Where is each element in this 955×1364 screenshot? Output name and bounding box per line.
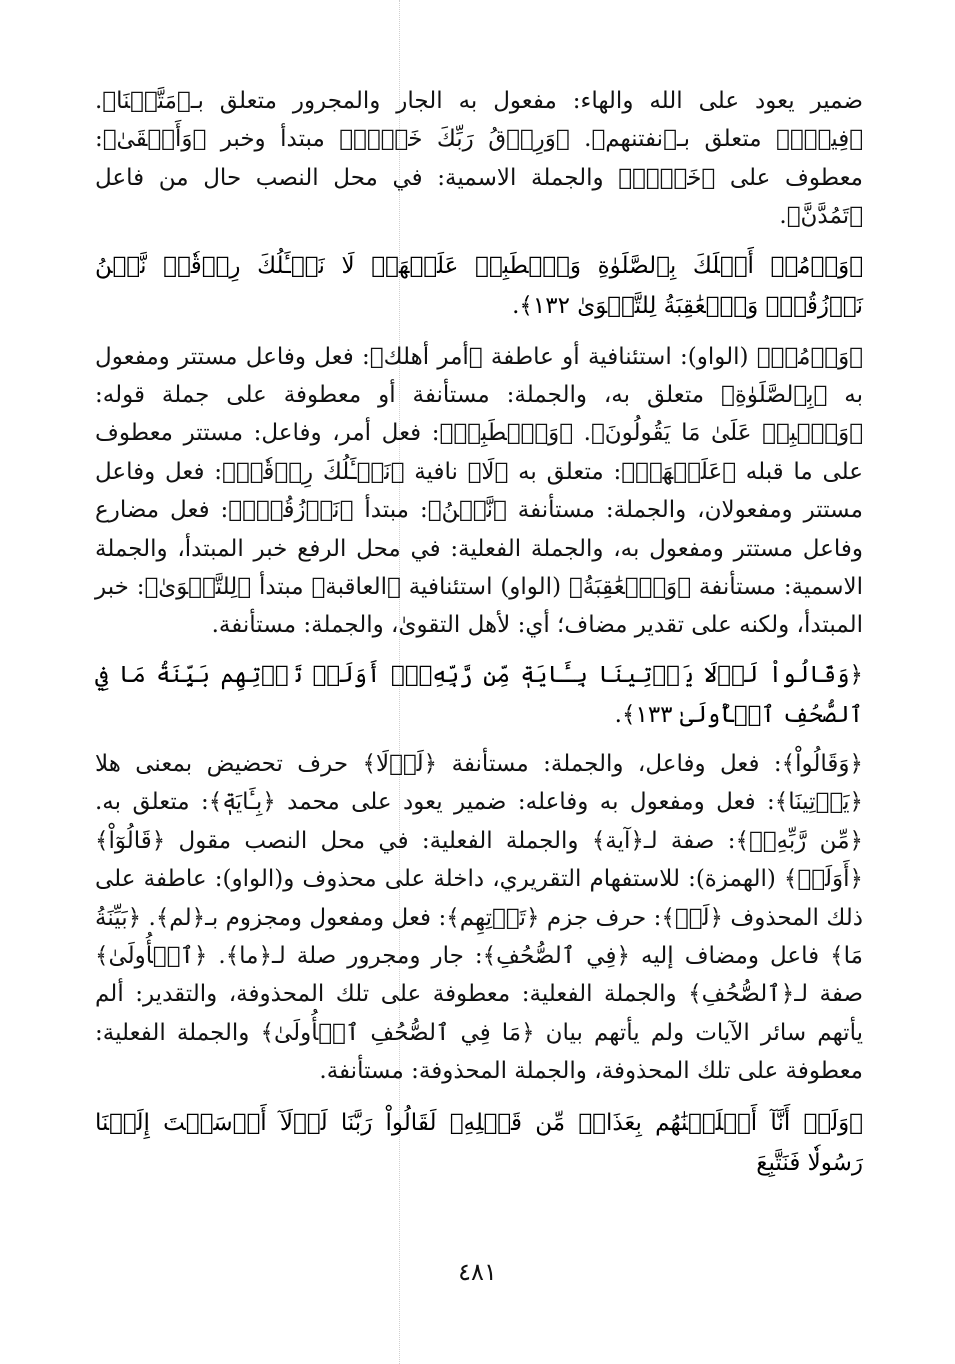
page-number: ٤٨١ — [458, 1258, 497, 1286]
verse-134-start: ﴿وَلَوۡ أَنَّآ أَهۡلَكۡنَٰهُم بِعَذَابٖ مِّن قَبۡلِهِۦ لَقَالُواْ رَبَّنَا لَوۡلَآ أَرۡسَلۡتَ إِلَيۡنَا رَسُولٗا فَنَتَّبِعَ — [95, 1109, 863, 1176]
paragraph-1: ضمير يعود على الله والهاء: مفعول به الجار والمجرور متعلق بـ﴿مَتَّعۡنَا﴾. ﴿فِيهِۚ﴾ متعلق بـ﴿نفتنهم﴾. ﴿وَرِزۡقُ رَبِّكَ خَيۡرٞ﴾ مبتدأ وخبر ﴿وَأَبۡقَىٰ﴾: معطوف على ﴿خَيۡرٞ﴾ والجملة الاسمية: في محل النصب حال من فاعل ﴿تَمُدَّنَّ﴾. — [95, 88, 863, 230]
verse-132: ﴿وَأۡمُرۡ أَهۡلَكَ بِٱلصَّلَوٰةِ وَٱصۡطَبِرۡ عَلَيۡهَاۖ لَا نَسۡـَٔلُكَ رِزۡقٗاۖ نَّحۡنُ نَرۡزُقُكَۗ وَٱلۡعَٰقِبَةُ لِلتَّقۡوَىٰ ١٣٢﴾. — [95, 252, 863, 319]
verse-133: ﴿وَقَالُواْ لَوۡلَا يَأۡتِينَا بِـَٔايَةٖ مِّن رَّبِّهِۦٓۚ أَوَلَمۡ تَأۡتِهِم بَيِّنَةُ مَا فِي ٱلصُّحُفِ ٱلۡأُولَىٰ ١٣٣﴾. — [95, 661, 863, 728]
page-body — [95, 82, 863, 1183]
spacer — [95, 1091, 863, 1103]
spacer — [95, 735, 863, 745]
paragraph-3: ﴿وَقَالُواْ﴾: فعل وفاعل، والجملة: مستأنفة ﴿لَوۡلَا﴾ حرف تحضيض بمعنى هلا ﴿يَأۡتِينَا﴾: فعل ومفعول به وفاعله: ضمير يعود على محمد ﴿بِـَٔايَةٖ﴾: متعلق به. ﴿مِّن رَّبِّهِۦٓ﴾: صفة لـ﴿آية﴾ والجملة الفعلية: في محل النصب مقول ﴿قَالُوٓاْ﴾ ﴿أَوَلَمۡ﴾ (الهمزة): للاستفهام التقريري، داخلة على محذوف و(الواو): عاطفة على ذلك المحذوف ﴿لَمۡ﴾: حرف جزم ﴿تَأۡتِهِم﴾: فعل ومفعول ومجزوم بـ﴿لم﴾. ﴿بَيِّنَةُ مَا﴾ فاعل ومضاف إليه ﴿فِي ٱلصُّحُفِ﴾: جار ومجرور صلة لـ﴿ما﴾. ﴿ٱلۡأُولَىٰ﴾ صفة لـ﴿ٱلصُّحُفِ﴾ والجملة الفعلية: معطوفة على تلك المحذوفة، والتقدير: ألم يأتهم سائر الآيات ولم يأتهم بيان ﴿مَا فِي ٱلصُّحُفِ ٱلۡأُولَىٰ﴾ والجملة الفعلية: معطوفة على تلك المحذوفة، والجملة المحذوفة: مستأنفة. — [95, 750, 863, 1085]
spacer — [95, 326, 863, 338]
paragraph-2: ﴿وَأۡمُرۡ﴾ (الواو): استئنافية أو عاطفة ﴿أمر أهلك﴾: فعل وفاعل مستتر ومفعول به ﴿بِٱلصَّلَوٰةِ﴾ متعلق به، والجملة: مستأنفة أو معطوفة على جملة قوله: ﴿وَٱصۡبِرۡ عَلَىٰ مَا يَقُولُونَ﴾. ﴿وَٱصۡطَبِرۡ﴾: فعل أمر، وفاعل: مستتر معطوف على ما قبله ﴿عَلَيۡهَاۖ﴾: متعلق به ﴿لَا﴾ نافية ﴿نَسۡـَٔلُكَ رِزۡقٗاۖ﴾: فعل وفاعل مستتر ومفعولان، والجملة: مستأنفة ﴿نَّحۡنُ﴾: مبتدأ ﴿نَرۡزُقُكَۗ﴾: فعل مضارع وفاعل مستتر ومفعول به، والجملة الفعلية: في محل الرفع خبر المبتدأ، والجملة الاسمية: مستأنفة ﴿وَٱلۡعَٰقِبَةُ﴾ (الواو) استئنافية ﴿العاقبة﴾ مبتدأ ﴿لِلتَّقۡوَىٰ﴾: خبر المبتدأ، ولكنه على تقدير مضاف؛ أي: لأهل التقوىٰ، والجملة: مستأنفة. — [95, 343, 863, 639]
spacer — [95, 236, 863, 246]
spacer — [95, 645, 863, 655]
